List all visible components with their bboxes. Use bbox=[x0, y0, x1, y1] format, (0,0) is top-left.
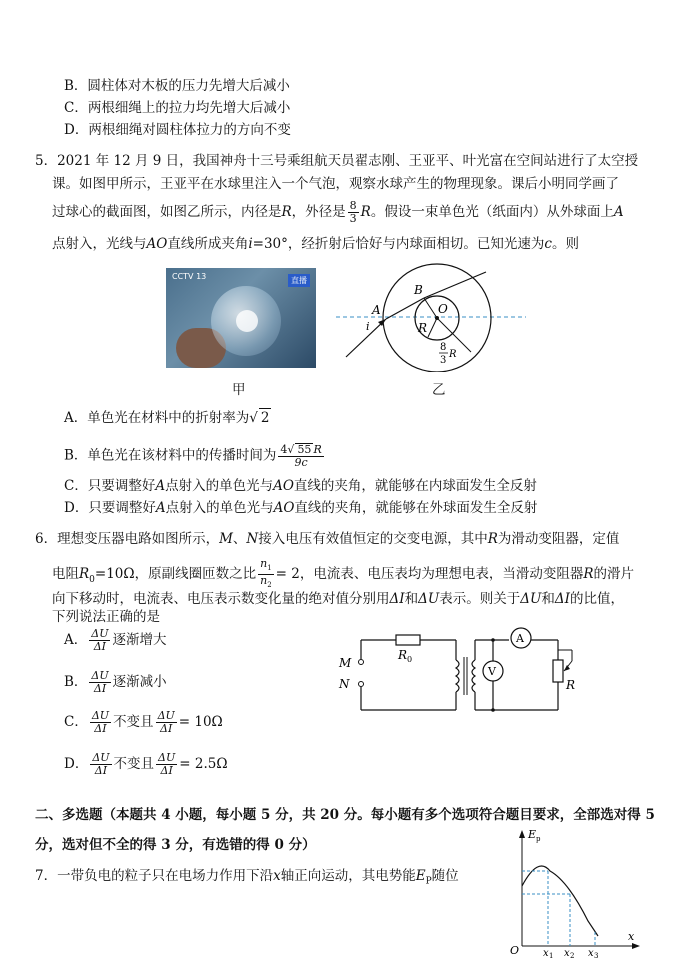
fraction-time: $\frac{4√ 55 R}{9c}$ bbox=[280, 443, 322, 469]
label-a: A bbox=[372, 303, 381, 317]
label-o: O bbox=[438, 302, 448, 316]
inner-radius-line bbox=[428, 318, 437, 337]
transformer-circuit bbox=[336, 625, 586, 720]
q5-option-c: C．只要调整好A点射入的单色光与AO直线的夹角，就能够在内球面发生全反射 bbox=[64, 478, 537, 494]
secondary-coil bbox=[472, 660, 475, 692]
figure-yi-label: 乙 bbox=[432, 382, 446, 398]
center-point bbox=[435, 316, 439, 320]
q7-line-1: 7．一带负电的粒子只在电场力作用下沿x轴正向运动，其电势能$E_P$随位 bbox=[35, 868, 459, 887]
svg-text:3: 3 bbox=[594, 952, 599, 958]
ep-curve bbox=[522, 866, 598, 936]
turns-ratio-fraction: $\frac{n_1}{n_2}$ bbox=[260, 557, 272, 590]
q5-option-d: D．只要调整好A点射入的单色光与AO直线的夹角，就能够在外球面发生全反射 bbox=[64, 500, 538, 516]
svg-text:2: 2 bbox=[570, 952, 575, 958]
slider-arrow bbox=[564, 665, 570, 671]
q4-option-b: B．圆柱体对木板的压力先增大后减小 bbox=[64, 78, 290, 94]
q6-line-2: 电阻$R_0=10\Omega$，原副线圈匝数之比 $\frac{n_1}{n_2}$ = 2，电流表、电压表均为理想电表，当滑动变阻器R的滑片 bbox=[52, 557, 635, 590]
refracted-ray bbox=[386, 298, 424, 319]
q4-option-d: D．两根细绳对圆柱体拉力的方向不变 bbox=[64, 122, 291, 138]
label-x1: x bbox=[543, 948, 549, 958]
q6-line-3: 向下移动时，电流表、电压表示数变化量的绝对值分别用ΔI和ΔU表示。则关于ΔU和ΔI的比值， bbox=[52, 591, 624, 607]
label-i: i bbox=[366, 320, 370, 333]
cctv-logo: CCTV 13 bbox=[172, 272, 207, 281]
q6-option-d: D． $\frac{\Delta U}{\Delta I}$ 不变且 $\frac{\Delta U}{\Delta I}$ = 2.5Ω bbox=[64, 751, 228, 777]
label-ammeter: A bbox=[516, 632, 524, 645]
q6-option-b: B． $\frac{\Delta U}{\Delta I}$ 逐渐减小 bbox=[64, 669, 167, 695]
ep-x-graph bbox=[508, 826, 643, 958]
live-badge: 直播 bbox=[288, 274, 310, 287]
label-r0: R bbox=[398, 648, 408, 662]
q5-option-b: B．单色光在该材料中的传播时间为 $\frac{4√ 55 R}{9c}$ bbox=[64, 443, 322, 469]
q6-line-1: 6．理想变压器电路如图所示，M、N接入电压有效值恒定的交变电源，其中R为滑动变阻器，定值 bbox=[35, 531, 620, 547]
label-voltmeter: V bbox=[488, 665, 496, 678]
figure-yi-diagram bbox=[336, 262, 536, 372]
label-x3: x bbox=[588, 948, 594, 958]
label-r-outer: R bbox=[449, 349, 457, 360]
label-b: B bbox=[414, 283, 423, 297]
q5-line-3: 过球心的截面图，如图乙所示，内径是R，外径是 $\frac{8}{3}$ R。假设一束单色光（纸面内）从外球面上A bbox=[52, 199, 624, 225]
fraction-8-3: $\frac{8}{3}$ bbox=[349, 199, 357, 225]
label-n: N bbox=[339, 677, 350, 691]
q6-option-c: C． $\frac{\Delta U}{\Delta I}$ 不变且 $\frac{\Delta U}{\Delta I}$ = 10Ω bbox=[64, 709, 223, 735]
svg-text:0: 0 bbox=[407, 655, 413, 664]
terminal-m bbox=[359, 660, 364, 665]
label-x2: x bbox=[564, 948, 570, 958]
terminal-n bbox=[359, 682, 364, 687]
label-rheostat: R bbox=[566, 678, 576, 692]
label-r: R bbox=[418, 321, 428, 335]
q4-option-c: C．两根细绳上的拉力均先增大后减小 bbox=[64, 100, 291, 116]
figure-jia-label: 甲 bbox=[232, 382, 246, 398]
q5-line-4: 点射入，光线与AO直线所成夹角i=30°，经折射后恰好与内球面相切。已知光速为c。则 bbox=[52, 236, 579, 252]
radius-to-b bbox=[424, 298, 437, 318]
primary-coil bbox=[456, 660, 459, 692]
q6-option-a: A． $\frac{\Delta U}{\Delta I}$ 逐渐增大 bbox=[64, 627, 167, 653]
figure-jia-photo bbox=[166, 268, 316, 368]
label-3: 3 bbox=[440, 355, 447, 366]
label-8: 8 bbox=[440, 342, 447, 353]
q5-option-a: A．单色光在材料中的折射率为√ 2 bbox=[64, 410, 270, 426]
rheostat-r bbox=[553, 660, 563, 682]
q5-number: 5． bbox=[35, 153, 58, 169]
q5-line-1: 5．2021 年 12 月 9 日，我国神舟十三号乘组航天员翟志刚、王亚平、叶光富在空间站进行了太空授 bbox=[35, 153, 639, 169]
refracted-ray-extended bbox=[424, 272, 486, 298]
svg-text:p: p bbox=[536, 835, 541, 843]
section-2-line-2: 分，选对但不全的得 3 分，有选错的得 0 分） bbox=[35, 837, 316, 853]
q5-line-2: 课。如图甲所示，王亚平在水球里注入一个气泡，观察水球产生的物理现象。课后小明同学画了 bbox=[52, 176, 619, 192]
label-x-axis: x bbox=[628, 930, 635, 943]
label-ep: E bbox=[528, 828, 537, 841]
resistor-r0 bbox=[396, 635, 420, 645]
label-origin: O bbox=[510, 944, 520, 957]
label-m: M bbox=[339, 656, 352, 670]
svg-text:1: 1 bbox=[549, 952, 554, 958]
section-2-line-1: 二、多选题（本题共 4 小题，每小题 5 分，共 20 分。每小题有多个选项符合题目要求，全部选对得 5 bbox=[35, 807, 655, 823]
air-bubble bbox=[236, 310, 258, 332]
q6-line-4: 下列说法正确的是 bbox=[52, 609, 160, 625]
